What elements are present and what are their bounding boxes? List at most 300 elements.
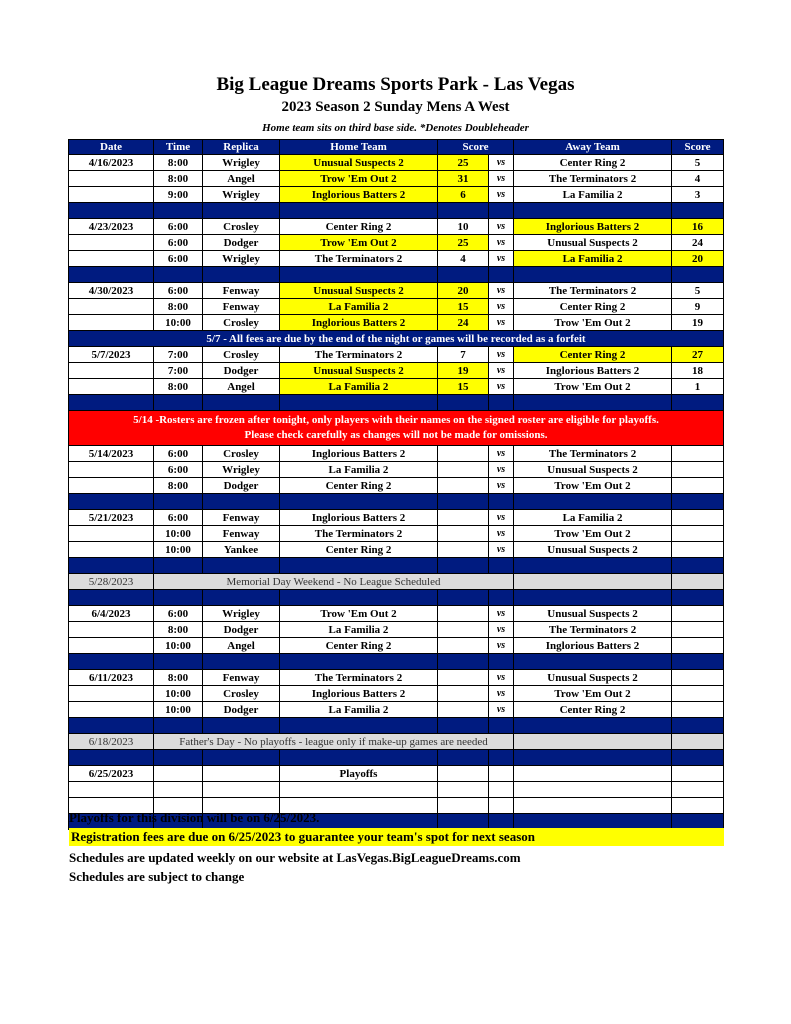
- replica-cell: Wrigley: [203, 462, 280, 478]
- date-cell: [69, 542, 154, 558]
- separator-cell: [154, 395, 203, 411]
- game-row: [69, 315, 724, 331]
- away-score-cell: [672, 510, 724, 526]
- separator-cell: [489, 494, 514, 510]
- home-team-cell: Center Ring 2: [280, 219, 438, 235]
- home-team-cell: Center Ring 2: [280, 478, 438, 494]
- separator-cell: [280, 750, 438, 766]
- separator-cell: [69, 494, 154, 510]
- empty-cell: [438, 798, 489, 814]
- empty-cell: [489, 782, 514, 798]
- empty-cell: [154, 782, 203, 798]
- away-team-cell: Trow 'Em Out 2: [514, 379, 672, 395]
- home-team-cell: Trow 'Em Out 2: [280, 171, 438, 187]
- date-cell: 5/14/2023: [69, 446, 154, 462]
- separator-cell: [489, 654, 514, 670]
- replica-cell: Angel: [203, 379, 280, 395]
- date-cell: 6/4/2023: [69, 606, 154, 622]
- separator-cell: [154, 750, 203, 766]
- away-score-cell: [672, 686, 724, 702]
- time-cell: 6:00: [154, 283, 203, 299]
- game-row: [69, 686, 724, 702]
- time-cell: 8:00: [154, 299, 203, 315]
- time-cell: [154, 766, 203, 782]
- home-team-cell: The Terminators 2: [280, 347, 438, 363]
- away-team-cell: Inglorious Batters 2: [514, 638, 672, 654]
- game-row: [69, 670, 724, 686]
- empty-cell: [203, 782, 280, 798]
- away-team-cell: Inglorious Batters 2: [514, 363, 672, 379]
- game-row: [69, 478, 724, 494]
- vs-cell: vs: [489, 702, 514, 718]
- game-row: [69, 251, 724, 267]
- home-team-cell: La Familia 2: [280, 622, 438, 638]
- separator-cell: [69, 203, 154, 219]
- date-cell: [69, 462, 154, 478]
- home-score-cell: [438, 638, 489, 654]
- game-row: [69, 510, 724, 526]
- time-cell: 8:00: [154, 622, 203, 638]
- empty-cell: [514, 574, 672, 590]
- separator-cell: [280, 654, 438, 670]
- away-score-cell: 24: [672, 235, 724, 251]
- home-score-cell: 15: [438, 379, 489, 395]
- date-cell: [69, 299, 154, 315]
- home-score-cell: 24: [438, 315, 489, 331]
- empty-cell: [514, 782, 672, 798]
- home-score-cell: [438, 702, 489, 718]
- vs-cell: vs: [489, 606, 514, 622]
- empty-cell: [438, 782, 489, 798]
- separator-cell: [489, 267, 514, 283]
- separator-cell: [154, 590, 203, 606]
- away-team-cell: Center Ring 2: [514, 155, 672, 171]
- separator-cell: [514, 267, 672, 283]
- separator-cell: [280, 718, 438, 734]
- empty-cell: [672, 798, 724, 814]
- away-score-cell: 18: [672, 363, 724, 379]
- away-team-cell: Unusual Suspects 2: [514, 670, 672, 686]
- home-team-cell: Inglorious Batters 2: [280, 510, 438, 526]
- away-score-cell: [672, 638, 724, 654]
- separator-cell: [69, 395, 154, 411]
- away-score-cell: 20: [672, 251, 724, 267]
- vs-cell: vs: [489, 315, 514, 331]
- separator-cell: [203, 718, 280, 734]
- separator-cell: [514, 718, 672, 734]
- time-cell: 10:00: [154, 686, 203, 702]
- home-score-cell: [438, 446, 489, 462]
- time-cell: 6:00: [154, 446, 203, 462]
- empty-cell: [514, 766, 672, 782]
- away-score-cell: 16: [672, 219, 724, 235]
- home-team-cell: Unusual Suspects 2: [280, 155, 438, 171]
- header-home-team: Home Team: [280, 140, 438, 155]
- home-team-cell: The Terminators 2: [280, 670, 438, 686]
- header-home-score: Score: [438, 140, 514, 155]
- change-note: Schedules are subject to change: [69, 869, 245, 884]
- separator-cell: [69, 654, 154, 670]
- away-team-cell: The Terminators 2: [514, 446, 672, 462]
- separator-cell: [438, 395, 489, 411]
- game-row: [69, 219, 724, 235]
- separator-cell: [672, 203, 724, 219]
- separator-cell: [154, 718, 203, 734]
- game-row: [69, 171, 724, 187]
- separator-cell: [69, 558, 154, 574]
- game-row: [69, 155, 724, 171]
- away-team-cell: Trow 'Em Out 2: [514, 315, 672, 331]
- home-team-cell: Inglorious Batters 2: [280, 315, 438, 331]
- home-team-cell: La Familia 2: [280, 379, 438, 395]
- separator-row: [69, 494, 724, 510]
- away-score-cell: [672, 542, 724, 558]
- home-score-cell: 4: [438, 251, 489, 267]
- vs-cell: vs: [489, 235, 514, 251]
- replica-cell: Fenway: [203, 283, 280, 299]
- home-score-cell: [438, 606, 489, 622]
- game-row: [69, 702, 724, 718]
- page-subtitle: 2023 Season 2 Sunday Mens A West: [281, 99, 510, 115]
- home-score-cell: 25: [438, 155, 489, 171]
- no-league-note: Father's Day - No playoffs - league only if make-up games are needed: [154, 734, 514, 750]
- vs-cell: vs: [489, 462, 514, 478]
- vs-cell: vs: [489, 446, 514, 462]
- home-score-cell: [438, 622, 489, 638]
- time-cell: 9:00: [154, 187, 203, 203]
- away-score-cell: [672, 526, 724, 542]
- home-score-cell: 25: [438, 235, 489, 251]
- time-cell: 10:00: [154, 702, 203, 718]
- schedule-note: Home team sits on third base side. *Denotes Doubleheader: [262, 122, 529, 134]
- vs-cell: vs: [489, 219, 514, 235]
- date-cell: 6/11/2023: [69, 670, 154, 686]
- home-team-cell: Center Ring 2: [280, 542, 438, 558]
- separator-cell: [280, 267, 438, 283]
- separator-cell: [69, 267, 154, 283]
- date-cell: [69, 622, 154, 638]
- separator-cell: [203, 267, 280, 283]
- game-row: [69, 638, 724, 654]
- replica-cell: Wrigley: [203, 155, 280, 171]
- home-team-cell: Unusual Suspects 2: [280, 283, 438, 299]
- game-row: [69, 526, 724, 542]
- separator-cell: [154, 558, 203, 574]
- replica-cell: Angel: [203, 638, 280, 654]
- empty-cell: [489, 766, 514, 782]
- game-row: [69, 542, 724, 558]
- separator-cell: [154, 654, 203, 670]
- away-score-cell: [672, 622, 724, 638]
- date-cell: 4/30/2023: [69, 283, 154, 299]
- separator-cell: [69, 750, 154, 766]
- replica-cell: Dodger: [203, 622, 280, 638]
- vs-cell: vs: [489, 526, 514, 542]
- separator-cell: [154, 494, 203, 510]
- separator-cell: [672, 590, 724, 606]
- date-cell: [69, 363, 154, 379]
- time-cell: 6:00: [154, 219, 203, 235]
- separator-cell: [672, 494, 724, 510]
- separator-cell: [69, 590, 154, 606]
- game-row: [69, 187, 724, 203]
- separator-cell: [514, 494, 672, 510]
- away-score-cell: [672, 446, 724, 462]
- away-team-cell: Trow 'Em Out 2: [514, 526, 672, 542]
- roster-notice-line-2: Please check carefully as changes will not be made for omissions.: [244, 429, 548, 441]
- separator-cell: [438, 494, 489, 510]
- no-league-note: Memorial Day Weekend - No League Scheduled: [154, 574, 514, 590]
- header-replica: Replica: [203, 140, 280, 155]
- vs-cell: vs: [489, 283, 514, 299]
- replica-cell: Crosley: [203, 686, 280, 702]
- no-league-row: [69, 574, 724, 590]
- separator-cell: [203, 203, 280, 219]
- separator-row: [69, 267, 724, 283]
- separator-cell: [672, 654, 724, 670]
- away-score-cell: [672, 478, 724, 494]
- replica-cell: Fenway: [203, 526, 280, 542]
- home-team-cell: La Familia 2: [280, 702, 438, 718]
- separator-row: [69, 203, 724, 219]
- time-cell: 8:00: [154, 379, 203, 395]
- separator-cell: [438, 590, 489, 606]
- separator-cell: [438, 203, 489, 219]
- home-score-cell: [438, 510, 489, 526]
- roster-notice: [69, 411, 724, 446]
- date-cell: [69, 187, 154, 203]
- game-row: [69, 235, 724, 251]
- separator-cell: [489, 590, 514, 606]
- home-team-cell: Unusual Suspects 2: [280, 363, 438, 379]
- header-away-team: Away Team: [514, 140, 672, 155]
- home-score-cell: [438, 462, 489, 478]
- separator-cell: [154, 267, 203, 283]
- away-score-cell: 27: [672, 347, 724, 363]
- separator-cell: [672, 718, 724, 734]
- vs-cell: vs: [489, 686, 514, 702]
- vs-cell: vs: [489, 299, 514, 315]
- away-score-cell: 5: [672, 155, 724, 171]
- time-cell: 10:00: [154, 315, 203, 331]
- away-score-cell: 4: [672, 171, 724, 187]
- separator-cell: [69, 718, 154, 734]
- home-team-cell: Trow 'Em Out 2: [280, 235, 438, 251]
- separator-cell: [203, 494, 280, 510]
- vs-cell: vs: [489, 363, 514, 379]
- empty-cell: [280, 782, 438, 798]
- vs-cell: vs: [489, 542, 514, 558]
- separator-cell: [672, 750, 724, 766]
- vs-cell: vs: [489, 251, 514, 267]
- separator-cell: [154, 203, 203, 219]
- away-score-cell: [672, 462, 724, 478]
- away-team-cell: Unusual Suspects 2: [514, 235, 672, 251]
- time-cell: 8:00: [154, 171, 203, 187]
- home-score-cell: [438, 526, 489, 542]
- separator-cell: [514, 395, 672, 411]
- separator-cell: [203, 558, 280, 574]
- away-team-cell: Unusual Suspects 2: [514, 542, 672, 558]
- away-team-cell: La Familia 2: [514, 251, 672, 267]
- replica-cell: [203, 766, 280, 782]
- empty-cell: [672, 574, 724, 590]
- away-score-cell: 3: [672, 187, 724, 203]
- time-cell: 8:00: [154, 670, 203, 686]
- away-team-cell: Inglorious Batters 2: [514, 219, 672, 235]
- away-score-cell: 1: [672, 379, 724, 395]
- separator-cell: [280, 395, 438, 411]
- table-header-row: [69, 140, 724, 155]
- separator-cell: [438, 750, 489, 766]
- separator-cell: [203, 395, 280, 411]
- roster-notice-line-1: 5/14 -Rosters are frozen after tonight, only players with their names on the signed roster are eligible for playoffs.: [133, 414, 659, 426]
- away-team-cell: Center Ring 2: [514, 347, 672, 363]
- vs-cell: vs: [489, 155, 514, 171]
- date-cell: [69, 478, 154, 494]
- separator-cell: [514, 558, 672, 574]
- separator-row: [69, 718, 724, 734]
- separator-cell: [672, 558, 724, 574]
- replica-cell: Dodger: [203, 235, 280, 251]
- replica-cell: Wrigley: [203, 187, 280, 203]
- separator-row: [69, 654, 724, 670]
- vs-cell: vs: [489, 171, 514, 187]
- roster-notice-row: [69, 411, 724, 446]
- empty-row: [69, 782, 724, 798]
- vs-cell: vs: [489, 347, 514, 363]
- time-cell: 6:00: [154, 510, 203, 526]
- game-row: [69, 446, 724, 462]
- empty-cell: [514, 798, 672, 814]
- vs-cell: vs: [489, 510, 514, 526]
- empty-cell: [514, 734, 672, 750]
- replica-cell: Wrigley: [203, 251, 280, 267]
- home-score-cell: [438, 478, 489, 494]
- replica-cell: Yankee: [203, 542, 280, 558]
- game-row: [69, 462, 724, 478]
- empty-cell: [438, 766, 489, 782]
- empty-cell: [672, 782, 724, 798]
- date-cell: [69, 702, 154, 718]
- replica-cell: Crosley: [203, 446, 280, 462]
- playoffs-note: Playoffs for this division will be on 6/25/2023.: [69, 810, 320, 825]
- header-date: Date: [69, 140, 154, 155]
- away-team-cell: La Familia 2: [514, 187, 672, 203]
- separator-cell: [280, 590, 438, 606]
- separator-cell: [514, 750, 672, 766]
- time-cell: 6:00: [154, 606, 203, 622]
- home-team-cell: The Terminators 2: [280, 526, 438, 542]
- time-cell: 6:00: [154, 462, 203, 478]
- date-cell: [69, 171, 154, 187]
- vs-cell: vs: [489, 379, 514, 395]
- game-row: [69, 363, 724, 379]
- home-team-cell: Inglorious Batters 2: [280, 686, 438, 702]
- playoffs-label: Playoffs: [280, 766, 438, 782]
- empty-cell: [489, 798, 514, 814]
- time-cell: 6:00: [154, 235, 203, 251]
- date-cell: 4/23/2023: [69, 219, 154, 235]
- away-score-cell: 5: [672, 283, 724, 299]
- separator-cell: [514, 203, 672, 219]
- time-cell: 7:00: [154, 363, 203, 379]
- time-cell: 8:00: [154, 155, 203, 171]
- fees-notice: 5/7 - All fees are due by the end of the night or games will be recorded as a forfeit: [69, 331, 724, 347]
- replica-cell: Fenway: [203, 299, 280, 315]
- home-team-cell: Trow 'Em Out 2: [280, 606, 438, 622]
- header-time: Time: [154, 140, 203, 155]
- home-score-cell: 15: [438, 299, 489, 315]
- time-cell: 6:00: [154, 251, 203, 267]
- home-score-cell: [438, 686, 489, 702]
- separator-cell: [438, 654, 489, 670]
- date-cell: [69, 686, 154, 702]
- separator-cell: [514, 654, 672, 670]
- home-team-cell: Inglorious Batters 2: [280, 187, 438, 203]
- separator-row: [69, 395, 724, 411]
- home-team-cell: La Familia 2: [280, 462, 438, 478]
- fees-notice-row: [69, 331, 724, 347]
- home-team-cell: The Terminators 2: [280, 251, 438, 267]
- game-row: [69, 379, 724, 395]
- replica-cell: Crosley: [203, 219, 280, 235]
- date-cell: [69, 251, 154, 267]
- replica-cell: Wrigley: [203, 606, 280, 622]
- separator-cell: [203, 590, 280, 606]
- vs-cell: vs: [489, 187, 514, 203]
- vs-cell: vs: [489, 622, 514, 638]
- separator-cell: [280, 203, 438, 219]
- time-cell: 10:00: [154, 526, 203, 542]
- date-cell: [69, 638, 154, 654]
- home-score-cell: 7: [438, 347, 489, 363]
- page-title: Big League Dreams Sports Park - Las Vegas: [216, 74, 575, 95]
- away-team-cell: Center Ring 2: [514, 299, 672, 315]
- away-score-cell: 19: [672, 315, 724, 331]
- replica-cell: Crosley: [203, 315, 280, 331]
- replica-cell: Dodger: [203, 363, 280, 379]
- home-team-cell: Inglorious Batters 2: [280, 446, 438, 462]
- separator-cell: [489, 718, 514, 734]
- separator-cell: [203, 750, 280, 766]
- separator-cell: [280, 494, 438, 510]
- game-row: [69, 283, 724, 299]
- away-team-cell: The Terminators 2: [514, 171, 672, 187]
- replica-cell: Dodger: [203, 478, 280, 494]
- time-cell: 10:00: [154, 542, 203, 558]
- vs-cell: vs: [489, 670, 514, 686]
- time-cell: 7:00: [154, 347, 203, 363]
- away-team-cell: Center Ring 2: [514, 702, 672, 718]
- home-score-cell: 6: [438, 187, 489, 203]
- date-cell: [69, 315, 154, 331]
- away-team-cell: Unusual Suspects 2: [514, 462, 672, 478]
- replica-cell: Angel: [203, 171, 280, 187]
- replica-cell: Dodger: [203, 702, 280, 718]
- away-team-cell: Trow 'Em Out 2: [514, 478, 672, 494]
- separator-cell: [438, 558, 489, 574]
- home-score-cell: 31: [438, 171, 489, 187]
- separator-row: [69, 558, 724, 574]
- home-team-cell: Center Ring 2: [280, 638, 438, 654]
- separator-cell: [489, 750, 514, 766]
- away-score-cell: [672, 702, 724, 718]
- separator-cell: [514, 590, 672, 606]
- date-cell: 4/16/2023: [69, 155, 154, 171]
- game-row: [69, 606, 724, 622]
- home-score-cell: 20: [438, 283, 489, 299]
